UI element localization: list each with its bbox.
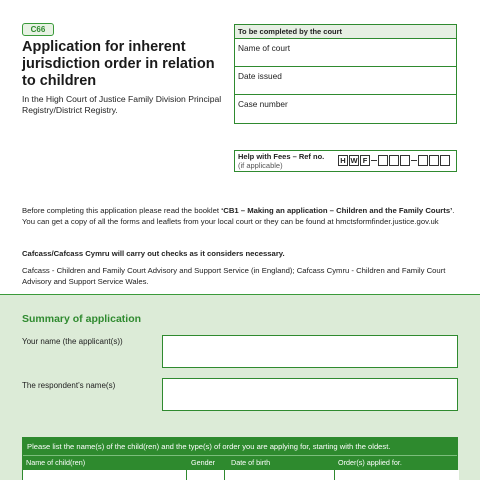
- child-row: [23, 470, 457, 480]
- help-with-fees-title: Help with Fees – Ref no.: [238, 152, 325, 161]
- col-orders: Order(s) applied for.: [338, 458, 402, 467]
- child-dob-input[interactable]: [225, 470, 335, 480]
- children-table-heading: Please list the name(s) of the child(ren) and the type(s) of order you are applying for, starting with the oldest.: [23, 438, 457, 455]
- applicant-name-input[interactable]: [162, 335, 458, 368]
- summary-section: [0, 294, 480, 480]
- ref-prefix-h: H: [338, 155, 348, 166]
- date-issued-label: Date issued: [238, 71, 282, 81]
- date-issued-field[interactable]: [235, 67, 456, 95]
- col-gender: Gender: [191, 458, 215, 467]
- child-orders-input[interactable]: [335, 470, 459, 480]
- name-of-court-label: Name of court: [238, 43, 291, 53]
- intro-text-c: . You can get a copy of all the forms and leaflets from your local court or they can be found at hmctsformfinder.justice.gov.uk: [22, 206, 455, 226]
- child-name-input[interactable]: [23, 470, 187, 480]
- cafcass-checks-text: Cafcass/Cafcass Cymru will carry out checks as it considers necessary.: [22, 249, 285, 258]
- help-with-fees-box: [234, 150, 457, 172]
- applicant-name-label: Your name (the applicant(s)): [22, 337, 123, 346]
- ref-dash: [371, 160, 377, 161]
- summary-title: Summary of application: [22, 313, 142, 325]
- court-use-box: [234, 24, 457, 124]
- page-title: Application for inherent jurisdiction order in relation to children: [22, 39, 215, 89]
- case-number-field[interactable]: [235, 95, 456, 123]
- help-with-fees-ref-input[interactable]: [338, 155, 451, 166]
- intro-booklet-title: ‘CB1 – Making an application – Children and the Family Courts’: [221, 206, 453, 215]
- name-of-court-field[interactable]: [235, 39, 456, 67]
- form-code-badge: C66: [22, 23, 54, 36]
- col-child-name: Name of child(ren): [26, 458, 86, 467]
- children-table: [22, 437, 458, 480]
- intro-text-a: Before completing this application please read the booklet: [22, 206, 222, 215]
- respondent-name-input[interactable]: [162, 378, 458, 411]
- col-date-of-birth: Date of birth: [231, 458, 271, 467]
- case-number-label: Case number: [238, 99, 288, 109]
- children-table-columns: [23, 455, 457, 470]
- ref-prefix-w: W: [350, 156, 358, 165]
- respondent-name-label: The respondent’s name(s): [22, 381, 116, 390]
- child-gender-input[interactable]: [187, 470, 225, 480]
- ref-cell[interactable]: [440, 155, 450, 166]
- ref-dash: [411, 160, 417, 161]
- court-box-heading: To be completed by the court: [235, 25, 456, 39]
- cafcass-checks-note: [22, 248, 462, 259]
- ref-cell[interactable]: [389, 155, 399, 166]
- ref-cell[interactable]: [400, 155, 410, 166]
- help-with-fees-label: [238, 153, 324, 170]
- cafcass-definition: Cafcass - Children and Family Court Advisory and Support Service (in England); Cafcass Cymru - Children and Family Court Advisory and Support Service Wales.: [22, 266, 446, 286]
- intro-paragraph: [22, 205, 462, 227]
- ref-prefix-f: F: [360, 155, 370, 166]
- ref-cell[interactable]: [418, 155, 428, 166]
- page-subtitle: In the High Court of Justice Family Division Principal Registry/District Registry.: [22, 94, 222, 115]
- ref-cell[interactable]: [429, 155, 439, 166]
- help-with-fees-note: (if applicable): [238, 160, 283, 170]
- ref-cell[interactable]: [378, 155, 388, 166]
